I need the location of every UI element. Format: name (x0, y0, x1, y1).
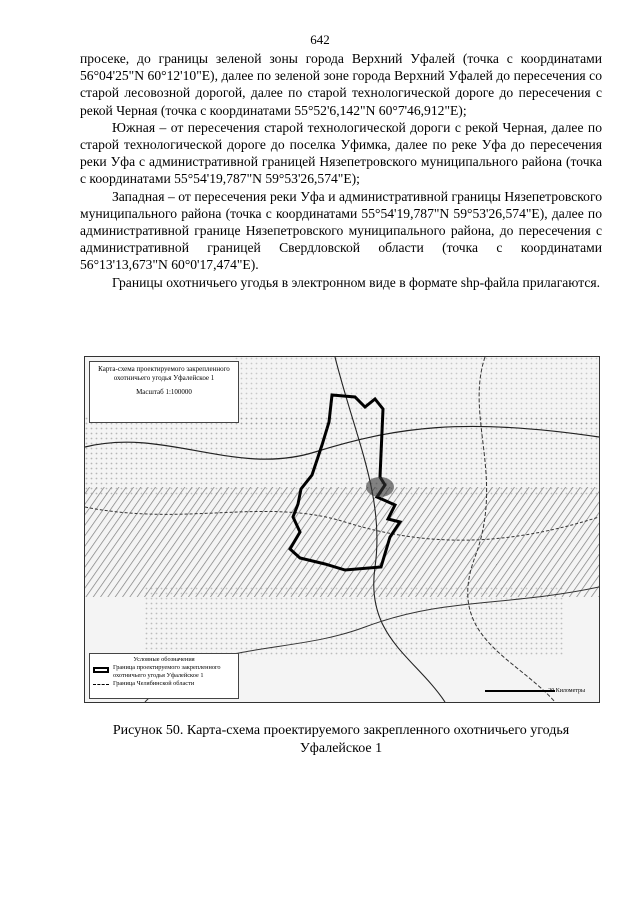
legend-title: Условные обозначения (133, 656, 195, 663)
body-text (80, 50, 602, 291)
map-scalebar-label: 20 Километры (548, 688, 585, 694)
map-title: Карта-схема проектируемого закрепленного охотничьего угодья Уфалейское 1 (98, 365, 230, 382)
map-legend (89, 653, 239, 699)
paragraph-continuation: просеке, до границы зеленой зоны города Верхний Уфалей (точка с координатами 56°04'25"N 60°12'10"E), далее по зеленой зоне города Верхний Уфалей до пересечения со старой лесовозной дорогой, далее по старой технологической дороге до пересечения с рекой Черная (точка с координатами 55°52'6,142"N 60°7'46,912"E); (80, 51, 602, 118)
map-scale: Масштаб 1:100000 (136, 388, 192, 396)
legend-boundary-label: Граница проектируемого закрепленного охотничьего угодья Уфалейское 1 (113, 664, 221, 679)
figure-caption: Рисунок 50. Карта-схема проектируемого закрепленного охотничьего угодья Уфалейское 1 (112, 723, 570, 756)
page-number: 642 (310, 32, 330, 47)
map-title-box (89, 361, 239, 423)
legend-region-label: Граница Челябинской области (113, 680, 195, 688)
legend-boundary-swatch (93, 667, 109, 673)
map-terrain-band (85, 487, 599, 597)
map-figure (84, 356, 600, 703)
map-town (366, 477, 394, 497)
legend-row-region (93, 680, 235, 687)
paragraph-shp-note: Границы охотничьего угодья в электронном виде в формате shp-файла прилагаются. (112, 274, 601, 290)
paragraph-south-boundary: Южная – от пересечения старой технологической дороги с рекой Черная, далее по старой технологической дороге до поселка Уфимка, далее по реке Уфа до пересечения реки Уфа с административной границей Нязепетровского муниципального района (точка с координатами 55°54'19,787"N 59°53'26,574"E); (80, 119, 602, 187)
legend-row-boundary (93, 664, 235, 679)
legend-region-swatch (93, 684, 109, 685)
paragraph-west-boundary: Западная – от пересечения реки Уфа и административной границы Нязепетровского муниципального района (точка с координатами 55°54'19,787"N 59°53'26,574"E), далее по административной границе Нязепетровского муниципального района, до пересечения с административной границей Свердловской области (точка с координатами 56°13'13,673"N 60°0'17,474"E). (80, 188, 602, 273)
